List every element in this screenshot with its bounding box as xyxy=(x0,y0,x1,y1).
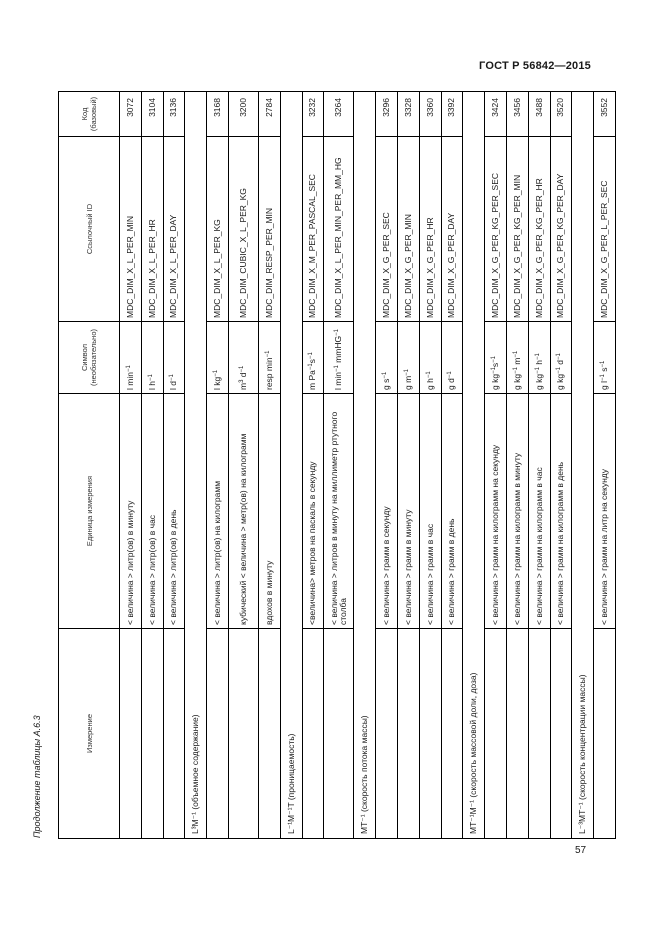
group-title: L³M⁻¹ (объемное содержание) xyxy=(185,92,207,839)
cell-dimension xyxy=(419,629,441,839)
cell-dimension xyxy=(506,629,528,839)
cell-dimension xyxy=(441,629,463,839)
table-body xyxy=(120,92,616,839)
page-number: 57 xyxy=(575,845,587,856)
cell-symbol: g $s^{-1}$ xyxy=(376,322,398,394)
cell-code: 3424 xyxy=(485,92,507,137)
cell-unit: < величина > литр(ов) в час xyxy=(141,394,163,629)
table-row xyxy=(441,92,463,839)
cell-unit: < величина > литр(ов) в день xyxy=(163,394,185,629)
cell-ref-id: MDC_DIM_X_L_PER_KG xyxy=(207,137,229,322)
cell-unit: < величина > грамм на килограмм на секунду xyxy=(485,394,507,629)
cell-symbol: l $\min^{-1}$ xyxy=(120,322,142,394)
cell-ref-id: MDC_DIM_X_L_PER_MIN xyxy=(120,137,142,322)
cell-unit: кубический < величина > метр(ов) на килограмм xyxy=(228,394,258,629)
cell-code: 3392 xyxy=(441,92,463,137)
cell-ref-id: MDC_DIM_X_G_PER_MIN xyxy=(397,137,419,322)
table-row xyxy=(228,92,258,839)
cell-ref-id: MDC_DIM_X_G_PER_HR xyxy=(419,137,441,322)
cell-ref-id: MDC_DIM_X_L_PER_DAY xyxy=(163,137,185,322)
table-row xyxy=(324,92,354,839)
cell-code: 3200 xyxy=(228,92,258,137)
cell-dimension xyxy=(228,629,258,839)
cell-symbol: g $l^{-1}$ $s^{-1}$ xyxy=(594,322,616,394)
group-title: L⁻¹M⁻¹T (проницаемость) xyxy=(280,92,302,839)
table-row xyxy=(120,92,142,839)
col-header-ref-id: Ссылочный ID xyxy=(59,137,120,322)
table-caption: Продолжение таблицы А.6.3 xyxy=(32,715,42,838)
cell-unit: < величина > грамм в день xyxy=(441,394,463,629)
table-row xyxy=(207,92,229,839)
cell-code: 3552 xyxy=(594,92,616,137)
cell-dimension xyxy=(594,629,616,839)
cell-symbol: l $h^{-1}$ xyxy=(141,322,163,394)
cell-ref-id: MDC_DIM_X_L_PER_MIN_PER_MM_HG xyxy=(324,137,354,322)
cell-dimension xyxy=(550,629,572,839)
cell-code: 3328 xyxy=(397,92,419,137)
cell-ref-id: MDC_DIM_X_L_PER_HR xyxy=(141,137,163,322)
cell-unit: < величина > грамм на килограмм в минуту xyxy=(506,394,528,629)
cell-code: 3520 xyxy=(550,92,572,137)
cell-ref-id: MDC_DIM_X_G_PER_KG_PER_SEC xyxy=(485,137,507,322)
cell-dimension xyxy=(163,629,185,839)
table-row xyxy=(376,92,398,839)
table-row xyxy=(528,92,550,839)
cell-code: 2784 xyxy=(258,92,280,137)
cell-symbol: l $d^{-1}$ xyxy=(163,322,185,394)
standard-designation: ГОСТ Р 56842—2015 xyxy=(479,60,591,72)
cell-symbol: resp $\min^{-1}$ xyxy=(258,322,280,394)
table-row xyxy=(302,92,324,839)
cell-symbol: g $kg^{-1}$ $h^{-1}$ xyxy=(528,322,550,394)
table-row xyxy=(485,92,507,839)
cell-ref-id: MDC_DIM_X_G_PER_KG_PER_DAY xyxy=(550,137,572,322)
table-group-row xyxy=(572,92,594,839)
cell-ref-id: MDC_DIM_RESP_PER_MIN xyxy=(258,137,280,322)
cell-ref-id: MDC_DIM_X_M_PER_PASCAL_SEC xyxy=(302,137,324,322)
cell-code: 3104 xyxy=(141,92,163,137)
cell-code: 3264 xyxy=(324,92,354,137)
cell-symbol: g $kg^{-1}s^{-1}$ xyxy=(485,322,507,394)
cell-dimension xyxy=(485,629,507,839)
cell-ref-id: MDC_DIM_X_G_PER_DAY xyxy=(441,137,463,322)
table-row xyxy=(506,92,528,839)
cell-unit: < величина > литр(ов) в минуту xyxy=(120,394,142,629)
cell-ref-id: MDC_DIM_X_G_PER_KG_PER_HR xyxy=(528,137,550,322)
cell-symbol: g $m^{-1}$ xyxy=(397,322,419,394)
cell-symbol: g $kg^{-1}$ $m^{-1}$ xyxy=(506,322,528,394)
cell-unit: вдохов в минуту xyxy=(258,394,280,629)
cell-dimension xyxy=(376,629,398,839)
cell-unit: < величина > грамм на килограмм в день xyxy=(550,394,572,629)
cell-code: 3072 xyxy=(120,92,142,137)
cell-symbol: g $h^{-1}$ xyxy=(419,322,441,394)
table-row xyxy=(141,92,163,839)
table-header-row xyxy=(59,92,120,839)
group-title: MT⁻¹ (скорость потока массы) xyxy=(354,92,376,839)
table-group-row xyxy=(463,92,485,839)
cell-dimension xyxy=(397,629,419,839)
cell-unit: < величина > грамм в секунду xyxy=(376,394,398,629)
cell-ref-id: MDC_DIM_X_G_PER_L_PER_SEC xyxy=(594,137,616,322)
cell-symbol: $m^3$ $d^{-1}$ xyxy=(228,322,258,394)
cell-dimension xyxy=(120,629,142,839)
col-header-unit: Единица измерения xyxy=(59,394,120,629)
cell-dimension xyxy=(324,629,354,839)
cell-unit: < величина > грамм в час xyxy=(419,394,441,629)
cell-ref-id: MDC_DIM_CUBIC_X_L_PER_KG xyxy=(228,137,258,322)
cell-symbol: g $d^{-1}$ xyxy=(441,322,463,394)
col-header-dimension: Измерение xyxy=(59,629,120,839)
cell-dimension xyxy=(141,629,163,839)
col-header-code: Код (базовый) xyxy=(59,92,120,137)
cell-code: 3168 xyxy=(207,92,229,137)
units-table xyxy=(58,91,616,839)
cell-dimension xyxy=(207,629,229,839)
cell-symbol: l $\min^{-1}$ mmHG$^{-1}$ xyxy=(324,322,354,394)
table-row xyxy=(594,92,616,839)
cell-code: 3232 xyxy=(302,92,324,137)
cell-symbol: m $Pa^{-1}s^{-1}$ xyxy=(302,322,324,394)
cell-code: 3456 xyxy=(506,92,528,137)
table-row xyxy=(258,92,280,839)
cell-ref-id: MDC_DIM_X_G_PER_SEC xyxy=(376,137,398,322)
cell-symbol: l $kg^{-1}$ xyxy=(207,322,229,394)
cell-code: 3360 xyxy=(419,92,441,137)
cell-dimension xyxy=(528,629,550,839)
table-group-row xyxy=(280,92,302,839)
cell-dimension xyxy=(302,629,324,839)
table-group-row xyxy=(354,92,376,839)
table-frame xyxy=(58,92,610,839)
table-row xyxy=(163,92,185,839)
table-row xyxy=(419,92,441,839)
cell-unit: < величина > литр(ов) на килограмм xyxy=(207,394,229,629)
cell-unit: < величина > литров в минуту на миллиметр ртутного столба xyxy=(324,394,354,629)
cell-unit: < величина > грамм на литр на секунду xyxy=(594,394,616,629)
cell-ref-id: MDC_DIM_X_G_PER_KG_PER_MIN xyxy=(506,137,528,322)
rotated-table-wrapper xyxy=(58,92,610,839)
cell-unit: <величина> метров на паскаль в секунду xyxy=(302,394,324,629)
cell-code: 3296 xyxy=(376,92,398,137)
cell-code: 3136 xyxy=(163,92,185,137)
group-title: L⁻³MT⁻¹ (скорость концентрации массы) xyxy=(572,92,594,839)
cell-dimension xyxy=(258,629,280,839)
cell-symbol: g $kg^{-1}$ $d^{-1}$ xyxy=(550,322,572,394)
cell-code: 3488 xyxy=(528,92,550,137)
col-header-symbol: Символ (необязательно) xyxy=(59,322,120,394)
cell-unit: < величина > грамм на килограмм в час xyxy=(528,394,550,629)
group-title: MT⁻¹M⁻¹ (скорость массовой доли, доза) xyxy=(463,92,485,839)
table-group-row xyxy=(185,92,207,839)
table-row xyxy=(397,92,419,839)
table-row xyxy=(550,92,572,839)
cell-unit: < величина > грамм в минуту xyxy=(397,394,419,629)
